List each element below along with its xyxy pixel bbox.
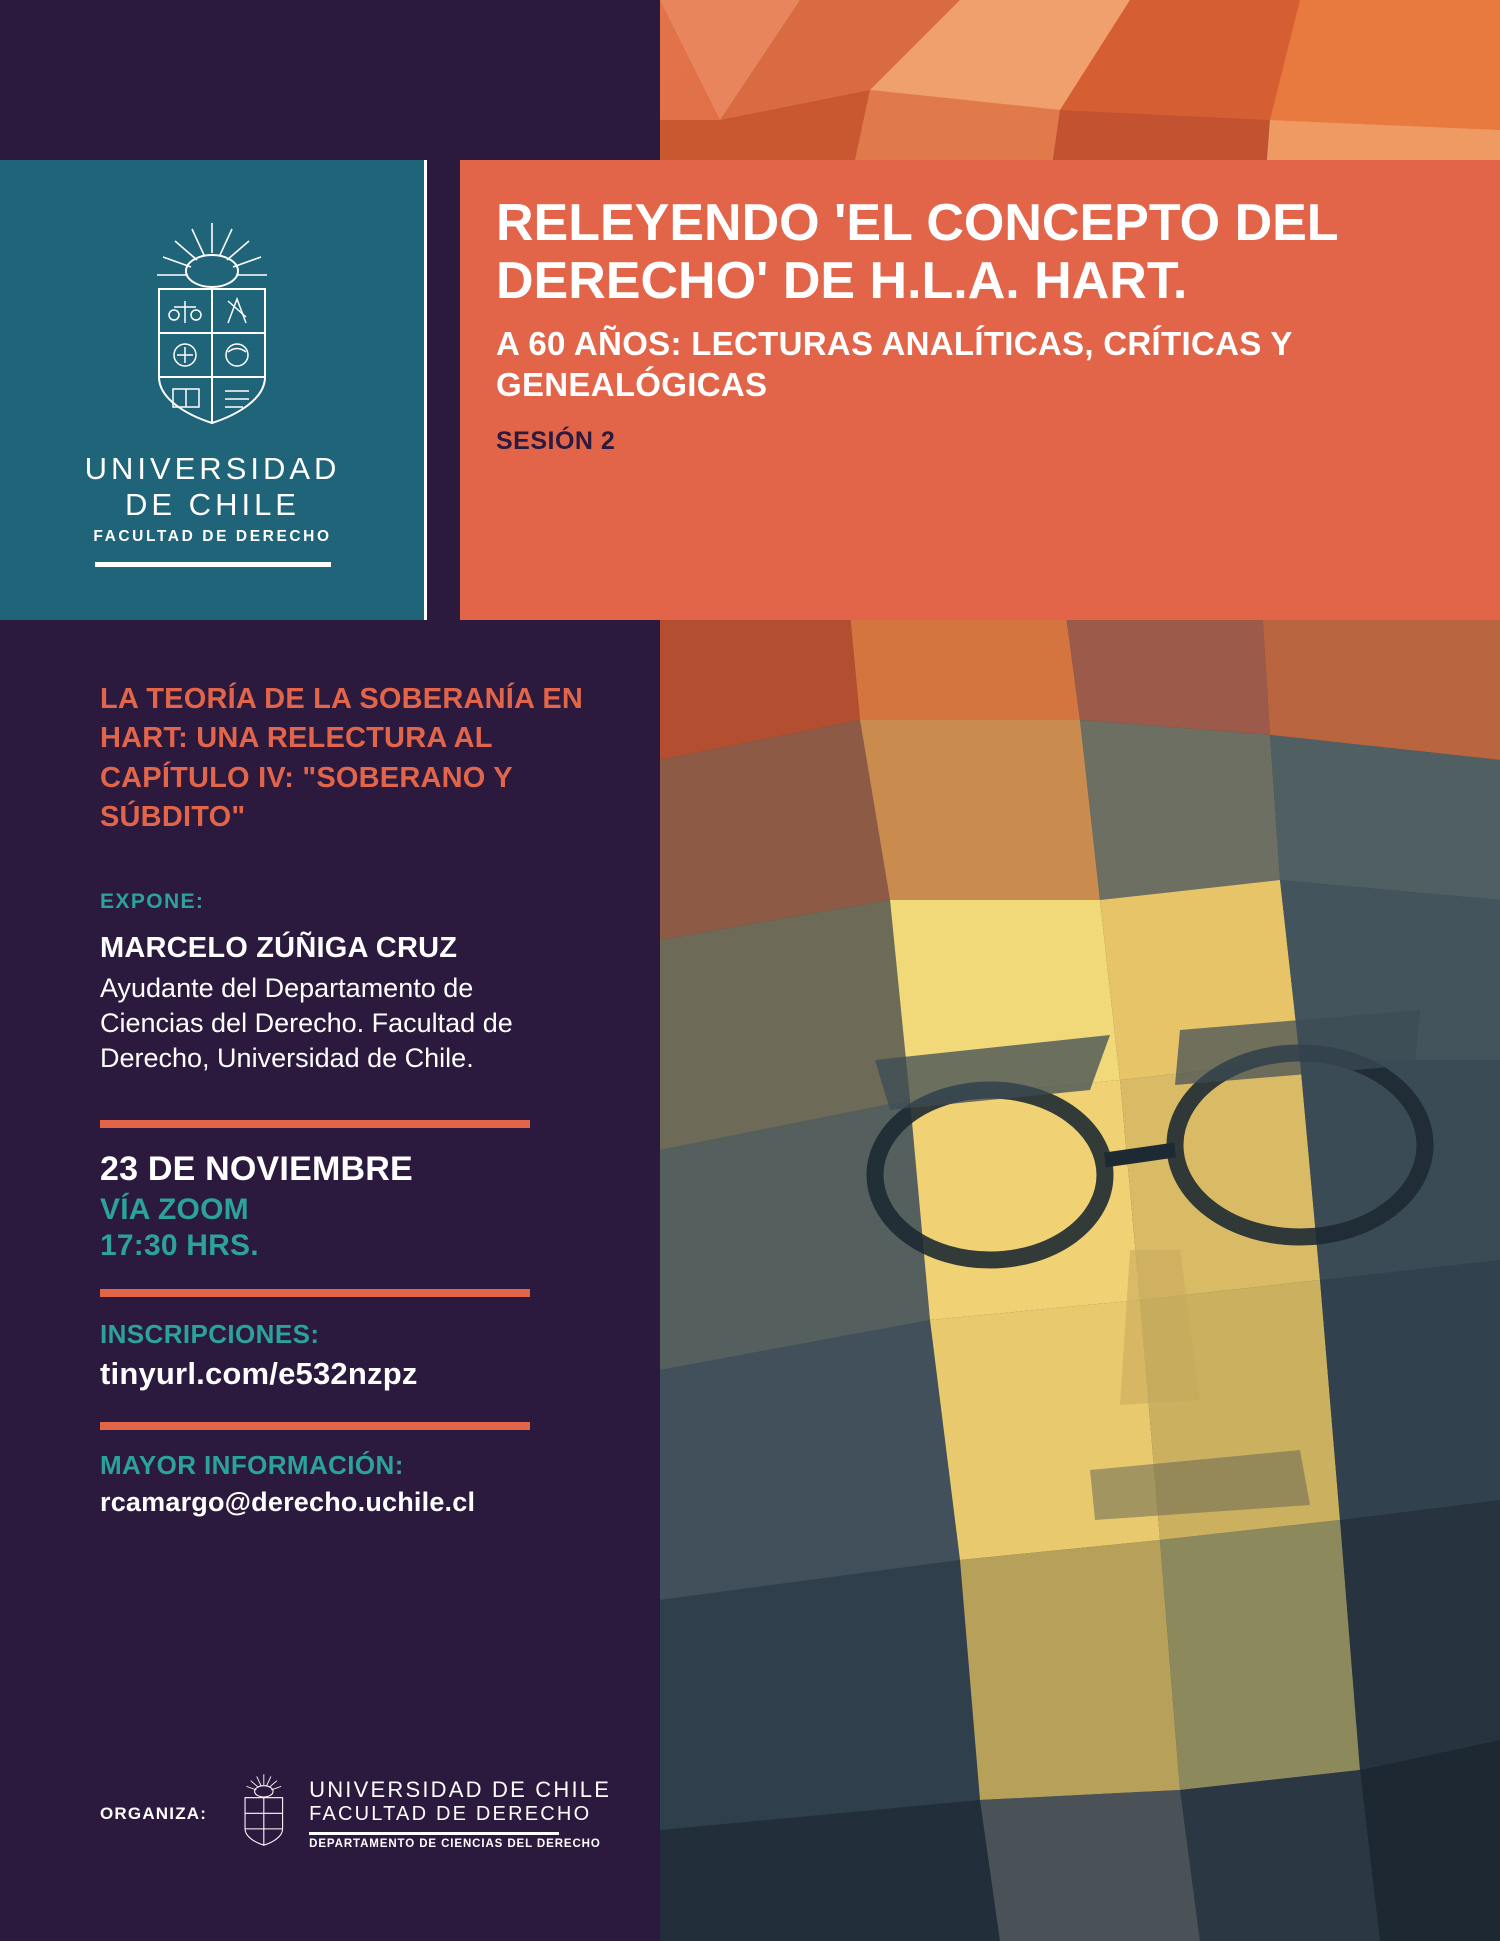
event-date: 23 DE NOVIEMBRE: [100, 1150, 413, 1189]
footer-rule: [309, 1832, 559, 1835]
footer-logo-text: [309, 1777, 611, 1850]
divider-rule-2: [100, 1289, 530, 1297]
logo-underline: [95, 562, 331, 567]
page-subtitle: A 60 AÑOS: LECTURAS ANALÍTICAS, CRÍTICAS Y GENEALÓGICAS: [496, 325, 1293, 403]
registration-link[interactable]: tinyurl.com/e532nzpz: [100, 1356, 418, 1392]
footer: [100, 1765, 660, 1862]
logo-line-2: DE CHILE: [125, 487, 300, 523]
event-time: 17:30 HRS.: [100, 1229, 259, 1263]
organiza-label: ORGANIZA:: [100, 1803, 208, 1823]
registration-label: INSCRIPCIONES:: [100, 1319, 320, 1350]
university-logo-block: [0, 160, 425, 620]
footer-logo: [233, 1765, 611, 1862]
event-platform: VÍA ZOOM: [100, 1193, 249, 1227]
divider-rule-3: [100, 1422, 530, 1430]
content-column: [100, 680, 630, 1518]
footer-line-3: DEPARTAMENTO DE CIENCIAS DEL DERECHO: [309, 1838, 601, 1850]
university-crest-icon: [125, 219, 300, 439]
footer-line-1: UNIVERSIDAD DE CHILE: [309, 1777, 612, 1802]
footer-line-2: FACULTAD DE DERECHO: [309, 1803, 592, 1825]
speaker-name: MARCELO ZÚÑIGA CRUZ: [100, 931, 458, 964]
speaker-affiliation: Ayudante del Departamento de Ciencias del Derecho. Facultad de Derecho, Universidad de Chile.: [100, 972, 513, 1073]
info-email-link[interactable]: rcamargo@derecho.uchile.cl: [100, 1487, 476, 1518]
speaker-label: EXPONE:: [100, 889, 205, 913]
session-badge: SESIÓN 2: [496, 426, 616, 455]
info-label: MAYOR INFORMACIÓN:: [100, 1450, 404, 1481]
university-crest-icon: [233, 1765, 295, 1862]
divider-rule-1: [100, 1120, 530, 1128]
logo-line-3: FACULTAD DE DERECHO: [93, 527, 332, 545]
logo-divider: [424, 160, 427, 620]
talk-title: LA TEORÍA DE LA SOBERANÍA EN HART: UNA RELECTURA AL CAPÍTULO IV: "SOBERANO Y SÚBDITO": [100, 683, 584, 834]
logo-line-1: UNIVERSIDAD: [84, 450, 341, 486]
university-name: [85, 451, 341, 546]
page-title: RELEYENDO 'EL CONCEPTO DEL DERECHO' DE H.L.A. HART.: [496, 194, 1338, 311]
title-band: [460, 160, 1500, 620]
